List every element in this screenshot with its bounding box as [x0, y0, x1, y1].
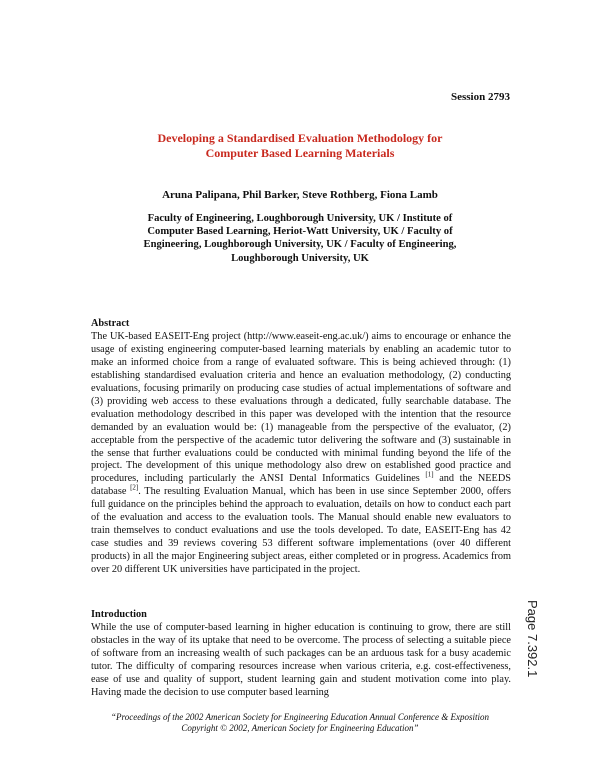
footer-line-1: “Proceedings of the 2002 American Society for Engineering Education Annual Conference & Exposition — [111, 712, 489, 722]
abstract-body — [91, 331, 511, 577]
affiliation-line-3: Engineering, Loughborough University, UK / Faculty of Engineering, — [143, 239, 457, 251]
abstract-text-2: and the NEEDS database — [91, 473, 512, 498]
introduction-heading: Introduction — [91, 609, 147, 620]
affiliations — [120, 212, 480, 265]
affiliation-line-4: Loughborough University, UK — [231, 252, 369, 264]
abstract-section — [91, 318, 511, 577]
reference-2: [2] — [130, 483, 139, 492]
affiliation-line-2: Computer Based Learning, Heriot-Watt University, UK / Faculty of — [147, 226, 453, 238]
page-number-label: Page 7.392.1 — [525, 600, 540, 678]
proceedings-footer — [0, 712, 600, 734]
footer-line-2: Copyright © 2002, American Society for Engineering Education” — [181, 723, 419, 733]
affiliation-line-1: Faculty of Engineering, Loughborough University, UK / Institute of — [147, 213, 453, 224]
abstract-heading: Abstract — [91, 318, 130, 329]
paper-title — [0, 131, 600, 161]
abstract-text-3: . The resulting Evaluation Manual, which has been in use since September 2000, offers full guidance on the principles behind the approach to evaluation, details on how to conduct each part of the evaluation and access to the evaluation tools. The Manual should enable new evaluators to train themselves to conduct evaluations and use the tools developed. To date, EASEIT-Eng has 42 case studies and 39 reviews covering 53 different software implementations (over 40 different products) in all the major Engineering subject areas, either completed or in progress. Academics from over 20 different UK universities have participated in the project. — [91, 486, 511, 576]
session-number: Session 2793 — [451, 91, 510, 103]
reference-1: [1] — [425, 471, 434, 480]
introduction-section — [91, 609, 511, 700]
introduction-body: While the use of computer-based learning in higher education is continuing to grow, there are still obstacles in the way of its uptake that need to be overcome. The process of selecting a suitable piece of software from an increasing wealth of such packages can be an arduous task for a busy academic tutor. The difficulty of comparing resources increase when various criteria, e.g. cost-effectiveness, ease of use and quality of support, student learning gain and student motivation come into play. Having made the decision to use computer based learning — [91, 621, 511, 698]
title-line-1: Developing a Standardised Evaluation Methodology for — [157, 131, 443, 145]
title-line-2: Computer Based Learning Materials — [205, 146, 395, 160]
abstract-text-1: The UK-based EASEIT-Eng project (http://www.easeit-eng.ac.uk/) aims to encourage or enhance the usage of existing engineering computer-based learning materials by enabling an academic tutor to make an informed choice from a range of evaluated software. This is being achieved through: (1) establishing standardised evaluation criteria and hence an evaluation methodology, (2) conducting evaluations, focusing primarily on producing case studies of actual implementations of software and (3) providing web access to these evaluations through a dedicated, fully searchable database. The evaluation methodology described in this paper was developed with the intention that the resource demanded by an evaluation would be: (1) manageable from the perspective of the evaluator, (2) acceptable from the perspective of the academic tutor delivering the software and (3) sustainable in the sense that further evaluations could be conducted with minimal funding beyond the life of the project. The development of this unique methodology also drew on established good practice and procedures, including particularly the ANSI Dental Informatics Guidelines — [91, 330, 511, 485]
author-list: Aruna Palipana, Phil Barker, Steve Rothberg, Fiona Lamb — [162, 189, 438, 201]
